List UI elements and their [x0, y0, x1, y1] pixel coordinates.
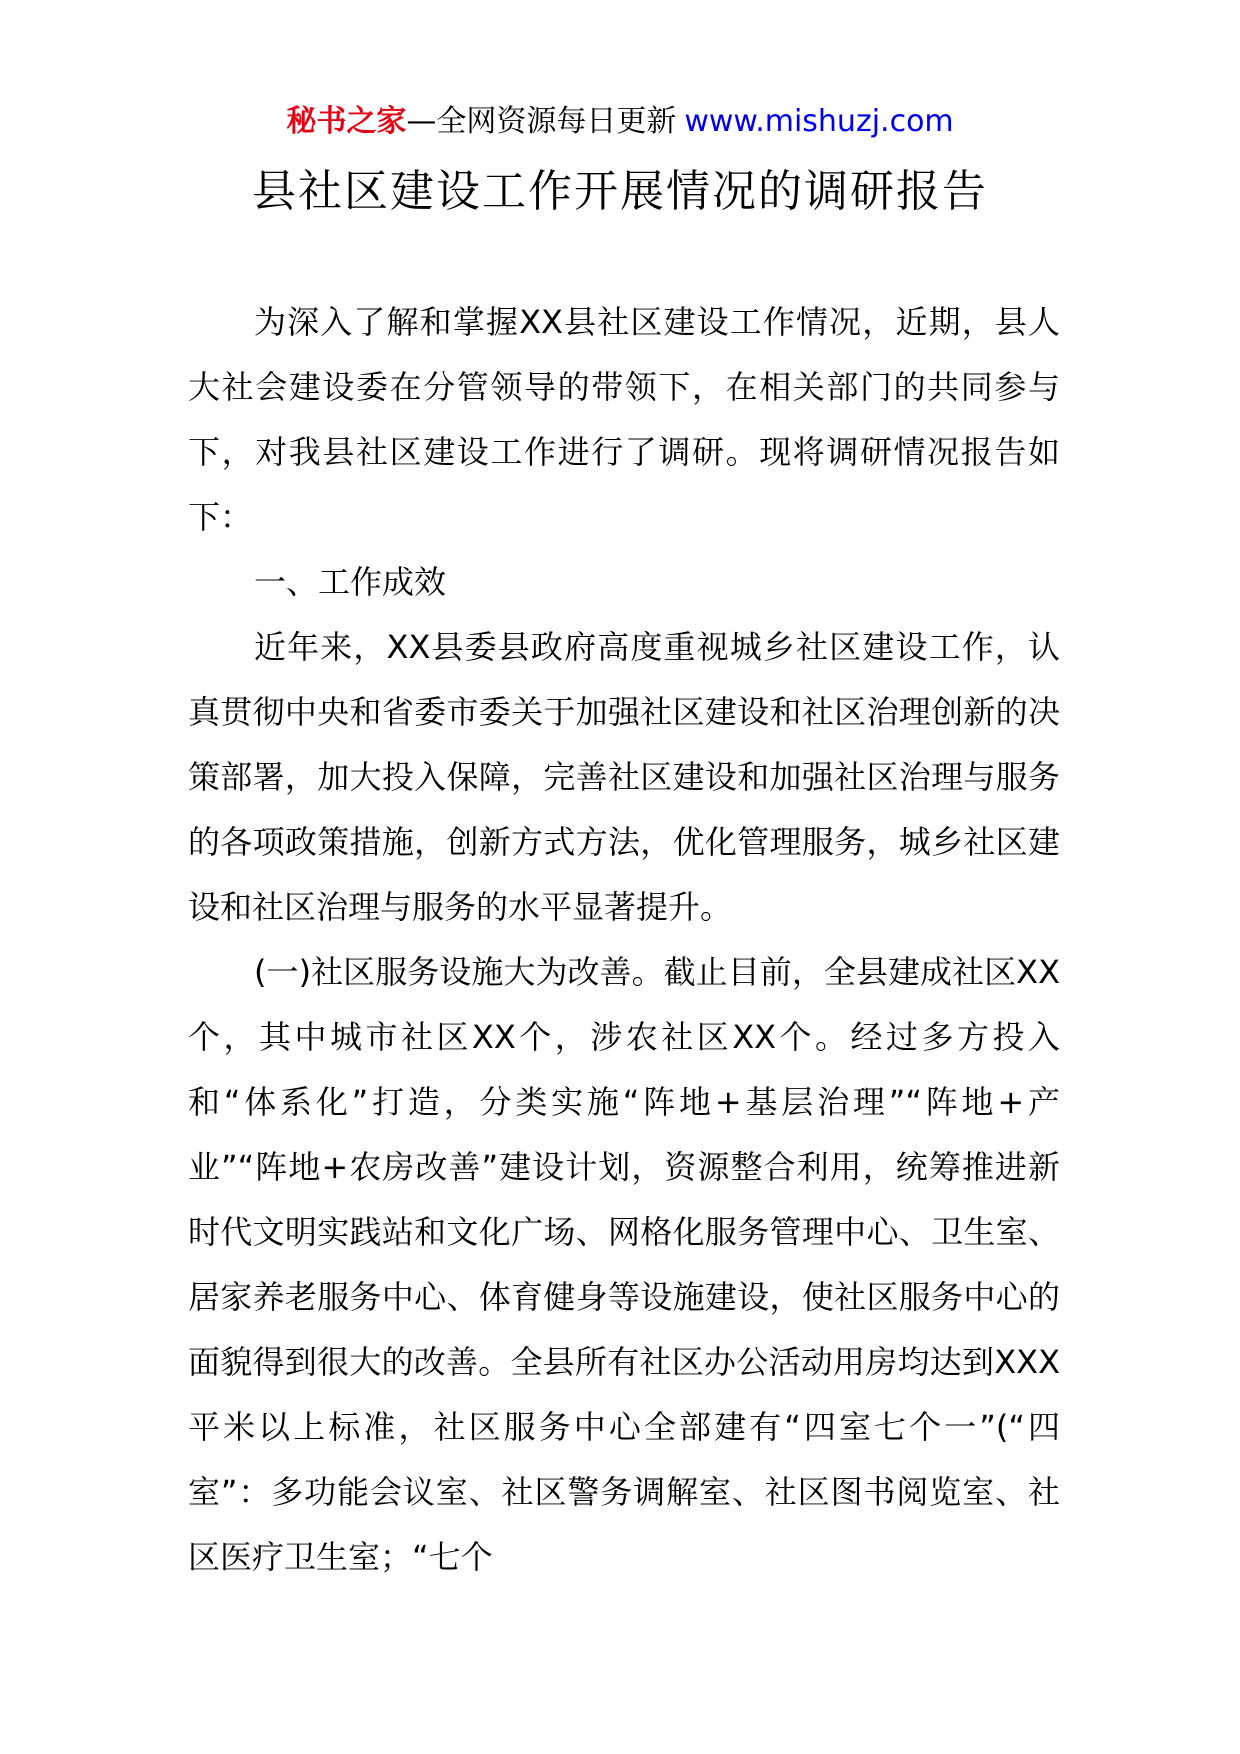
body-paragraph: 近年来，XX县委县政府高度重视城乡社区建设工作，认真贯彻中央和省委市委关于加强社区建设和社区治理创新的决策部署，加大投入保障，完善社区建设和加强社区治理与服务的各项政策措施，创新方式方法，优化管理服务，城乡社区建设和社区治理与服务的水平显著提升。: [188, 628, 1060, 926]
site-brand: 秘书之家: [286, 104, 407, 139]
document-title: 县社区建设工作开展情况的调研报告: [252, 166, 988, 217]
site-header: [0, 100, 1240, 144]
body-paragraph: (一)社区服务设施大为改善。截止目前，全县建成社区XX个，其中城市社区XX个，涉农社区XX个。经过多方投入和“体系化”打造，分类实施“阵地+基层治理”“阵地+产业”“阵地+农房改善”建设计划，资源整合利用，统筹推进新时代文明实践站和文化广场、网格化服务管理中心、卫生室、居家养老服务中心、体育健身等设施建设，使社区服务中心的面貌得到很大的改善。全县所有社区办公活动用房均达到XXX平米以上标准，社区服务中心全部建有“四室七个一”(“四室”：多功能会议室、社区警务调解室、社区图书阅览室、社区医疗卫生室；“七个: [188, 953, 1060, 1576]
section-heading: 一、工作成效: [254, 563, 447, 601]
document-body: [188, 290, 1060, 1590]
intro-paragraph: 为深入了解和掌握XX县社区建设工作情况，近期，县人大社会建设委在分管领导的带领下，在相关部门的共同参与下，对我县社区建设工作进行了调研。现将调研情况报告如下：: [188, 303, 1060, 536]
site-tagline: —全网资源每日更新: [406, 104, 677, 139]
site-url-link[interactable]: www.mishuzj.com: [684, 104, 954, 139]
